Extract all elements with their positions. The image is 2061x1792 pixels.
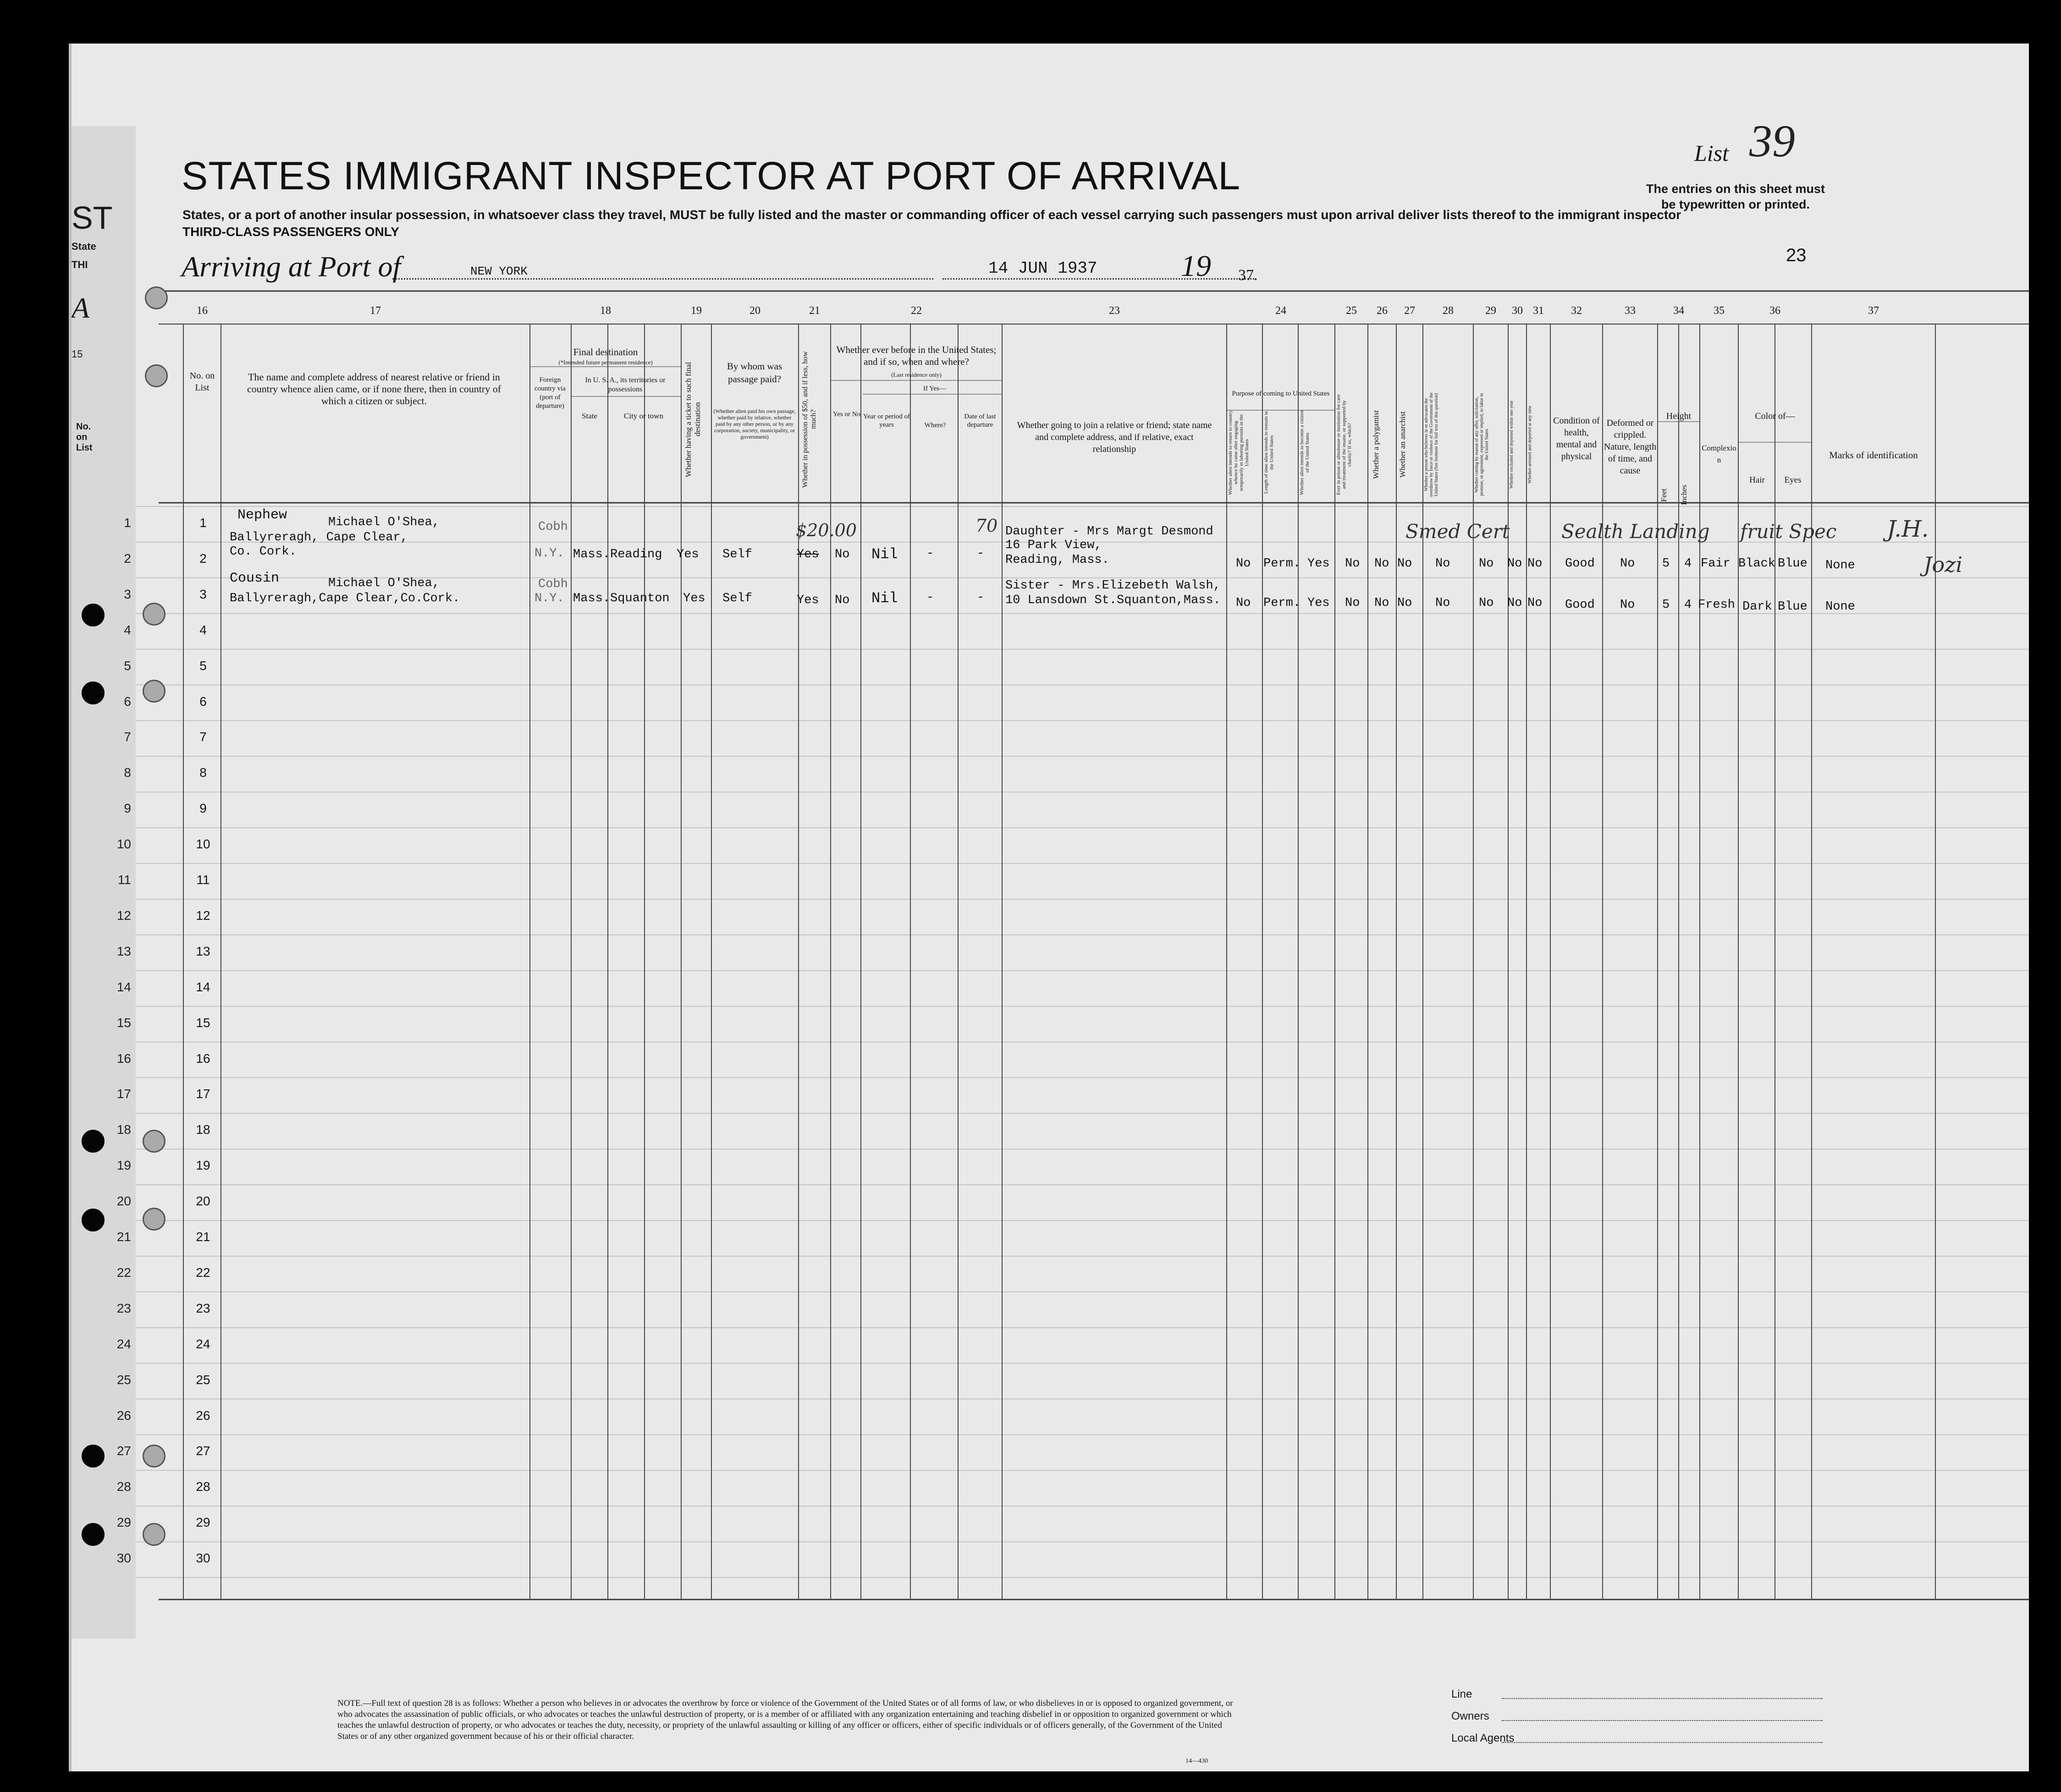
dest-state: Mass.	[573, 592, 611, 605]
before-in-us: No	[835, 548, 850, 561]
passenger-class-label: THIRD-CLASS PASSENGERS ONLY	[182, 225, 399, 239]
left-page-row-number: 2	[124, 551, 131, 566]
join-address: 16 Park View,	[1005, 539, 1102, 552]
row-number: 4	[199, 622, 207, 637]
col-num-35: 35	[1714, 305, 1725, 317]
row-number: 2	[199, 551, 207, 566]
left-page-row-number: 29	[116, 1515, 131, 1530]
col-num-37: 37	[1868, 305, 1879, 317]
relative-name: Michael O'Shea,	[328, 516, 440, 529]
paid-by: Self	[722, 548, 752, 561]
col-header-state: State	[582, 412, 597, 420]
col-header-passage-paid: By whom was passage paid?	[727, 361, 783, 385]
left-page-row-number: 21	[116, 1230, 131, 1244]
col-header-citizen: Whether alien intends to become a citizen of the United States	[1299, 410, 1310, 495]
list-number: 39	[1749, 115, 1795, 166]
left-page-row-number: 19	[116, 1158, 131, 1173]
manifest-sheet	[69, 44, 2029, 1771]
handwritten-initials: J.H.	[1887, 516, 1929, 542]
arrival-port: NEW YORK	[470, 264, 528, 278]
health: Good	[1565, 557, 1595, 571]
punch-hole	[143, 1523, 165, 1546]
dest-city: Squanton	[610, 592, 670, 605]
typewritten-note: The entries on this sheet must be typewritten or printed.	[1646, 182, 1825, 211]
prison: No	[1345, 557, 1360, 571]
left-page-sub-fragment: State	[72, 241, 96, 252]
line-label: Line	[1451, 1688, 1472, 1700]
col-num-29: 29	[1485, 305, 1496, 317]
left-page-row-number: 8	[124, 765, 131, 780]
col-header-marks: Marks of identification	[1829, 450, 1918, 461]
col-header-excluded: Whether excluded and deported within one year	[1509, 400, 1514, 489]
polygamist: No	[1374, 596, 1389, 610]
col-header-final-destination: Final destination	[573, 346, 638, 357]
punch-hole	[145, 364, 168, 387]
row-number: 24	[196, 1336, 210, 1351]
length-stay: Perm.	[1263, 557, 1301, 571]
row-number: 30	[196, 1551, 210, 1566]
row-number: 25	[196, 1372, 210, 1387]
col-header-period: Year or period of years	[863, 413, 910, 429]
owners-label: Owners	[1451, 1710, 1489, 1722]
col-num-17: 17	[370, 305, 381, 317]
excluded: No	[1507, 557, 1522, 571]
col-header-prison: Ever in prison or almshouse or institution for care and treatment of the insane, or supported by charity? If so, which?	[1336, 394, 1352, 495]
col-header-overthrow: Whether a person who believes in or advocates the overthrow by force or violence of the Government of the United States (See footnote for full text of this question)	[1424, 392, 1439, 497]
row-number: 20	[196, 1194, 210, 1209]
join-relative: Daughter - Mrs Margt Desmond	[1005, 525, 1213, 539]
col-num-36: 36	[1769, 305, 1780, 317]
period: Nil	[871, 546, 898, 563]
left-page-row-number: 28	[116, 1479, 131, 1494]
relative-address: Ballyreragh,Cape Clear,Co.Cork.	[230, 592, 460, 605]
left-page-row-number: 25	[116, 1372, 131, 1387]
anarchist: No	[1397, 596, 1412, 610]
deformed: No	[1620, 598, 1635, 612]
left-page-row-number: 1	[124, 516, 131, 530]
left-page-fragment	[72, 126, 136, 1638]
complexion: Fresh	[1698, 598, 1736, 612]
col-header-inches: Inches	[1680, 484, 1688, 506]
year-prefix: 19	[1181, 249, 1211, 283]
money: Yes	[797, 548, 819, 561]
left-page-row-number: 13	[116, 944, 131, 958]
row-number: 11	[196, 873, 210, 887]
handwritten-annotation: fruit Spec	[1740, 520, 1837, 543]
col-num-19: 19	[691, 305, 702, 317]
col-num-26: 26	[1377, 305, 1388, 317]
before-in-us: No	[835, 594, 850, 607]
arrested: No	[1527, 596, 1543, 610]
col-header-arrested: Whether arrested and deported at any time	[1527, 406, 1532, 484]
left-page-class-fragment: THI	[72, 259, 88, 270]
eyes: Blue	[1778, 600, 1808, 614]
left-page-row-number: 10	[116, 837, 131, 852]
left-page-row-number: 5	[124, 658, 131, 673]
relative-address: Ballyreragh, Cape Clear,	[230, 531, 408, 544]
col-num-21: 21	[809, 305, 820, 317]
col-header-date-departure: Date of last departure	[964, 413, 996, 429]
overthrow: No	[1435, 596, 1450, 610]
left-page-row-number: 16	[116, 1051, 131, 1066]
col-num-30: 30	[1512, 305, 1523, 317]
left-page-col-number: 15	[72, 348, 83, 360]
punch-hole	[143, 680, 165, 703]
where: -	[926, 547, 934, 561]
col-num-25: 25	[1346, 305, 1357, 317]
col-header-where: Where?	[924, 422, 946, 429]
row-number: 19	[196, 1158, 210, 1173]
local-agents-label: Local Agents	[1451, 1732, 1515, 1744]
row-number: 9	[199, 801, 207, 816]
col-header-no-on-list: No. on List	[189, 371, 215, 393]
punch-hole	[82, 604, 105, 627]
handwritten-annotation: Smed Cert	[1405, 520, 1510, 543]
health: Good	[1565, 598, 1595, 612]
row-number: 27	[196, 1444, 210, 1458]
row-number: 22	[196, 1265, 210, 1280]
left-page-row-number: 24	[116, 1336, 131, 1351]
contract: No	[1479, 557, 1494, 571]
row-number: 23	[196, 1301, 210, 1315]
col-header-health: Condition of health, mental and physical	[1553, 416, 1600, 462]
length-stay: Perm.	[1263, 596, 1301, 610]
row-number: 29	[196, 1515, 210, 1530]
punch-hole	[143, 603, 165, 626]
left-page-row-number: 3	[124, 587, 131, 601]
arriving-label: Arriving at Port of	[182, 250, 401, 283]
complexion: Fair	[1701, 557, 1730, 571]
left-page-row-number: 20	[116, 1194, 131, 1209]
col-header-eyes: Eyes	[1784, 475, 1802, 485]
col-header-passage-paid-sub: (Whether alien paid his own passage, whether paid by relative, whether paid by any other person, or by any corporation, society, municipality, or government)	[713, 408, 796, 440]
join-relative: Sister - Mrs.Elizebeth Walsh,	[1005, 579, 1221, 593]
left-page-row-number: 26	[116, 1408, 131, 1423]
row-number: 17	[196, 1087, 210, 1101]
marks: None	[1825, 600, 1855, 614]
row-number: 15	[196, 1015, 210, 1030]
row-number: 13	[196, 944, 210, 958]
col-header-feet: Feet	[1659, 488, 1668, 502]
line-field	[1502, 1698, 1823, 1699]
col-num-34: 34	[1673, 305, 1684, 317]
excluded: No	[1507, 596, 1522, 610]
col-header-purpose: Purpose of coming to United States	[1232, 390, 1330, 397]
money: Yes	[797, 594, 819, 607]
height-feet: 5	[1662, 557, 1670, 571]
left-page-row-number: 11	[117, 873, 131, 887]
col-num-27: 27	[1404, 305, 1415, 317]
year-suffix: 37.	[1238, 267, 1258, 284]
col-header-before-in-us: Whether ever before in the United States; and if so, when and where?	[836, 344, 997, 367]
left-page-row-number: 15	[116, 1015, 131, 1030]
foreign-port: Cobh	[538, 577, 568, 591]
left-page-row-number: 23	[116, 1301, 131, 1315]
col-header-hair: Hair	[1749, 475, 1765, 485]
left-page-row-number: 27	[116, 1444, 131, 1458]
col-header-polygamist: Whether a polygamist	[1372, 410, 1380, 479]
row-number: 8	[199, 765, 207, 780]
left-page-arriving-fragment: A	[72, 291, 90, 324]
left-page-row-number: 17	[116, 1087, 131, 1101]
footnote-question-28: NOTE.—Full text of question 28 is as follows: Whether a person who believes in or advocates the overthrow by force or violence of the Government of the United States or of all forms of law, or who disbelieves in or is opposed to organized government, or who advocates the assassination of public officials, or who advocates or teaches the unlawful destruction of property, or is a member of or affiliated with any organization entertaining and teaching disbelief in or opposition to organized government or which teaches the unlawful destruction of property, or who advocates or teaches the duty, necessity, or propriety of the unlawful assaulting or killing of any officer or officers, either of specific individuals or of officers generally, of the Government of the United States or of any other organized government because of his or their official character.	[337, 1699, 1233, 1741]
prison: No	[1345, 596, 1360, 610]
col-num-23: 23	[1109, 305, 1120, 317]
handwritten-annotation: Sealth Landing	[1561, 520, 1710, 543]
port-line	[392, 278, 933, 280]
col-num-28: 28	[1443, 305, 1454, 317]
ticket: Yes	[677, 548, 699, 561]
handwritten-initials: Jozi	[1923, 552, 1963, 577]
overthrow: No	[1435, 557, 1450, 571]
deformed: No	[1620, 557, 1635, 571]
left-page-row-number: 18	[116, 1122, 131, 1137]
contract: No	[1479, 596, 1494, 610]
row-number: 18	[196, 1122, 210, 1137]
height-inches: 4	[1684, 557, 1692, 571]
punch-hole	[143, 1445, 165, 1468]
relative-address-2: Co. Cork.	[230, 545, 297, 559]
col-header-complexion: Complexion	[1702, 444, 1736, 464]
col-num-18: 18	[600, 305, 611, 317]
punch-hole	[82, 682, 105, 704]
col-header-usa: In U. S. A., its territories or possessions	[585, 376, 666, 393]
row-number: 14	[196, 979, 210, 994]
col-header-deformed: Deformed or crippled. Nature, length of time, and cause	[1604, 418, 1657, 476]
instructions-text: States, or a port of another insular possession, in whatsoever class they travel, MUST be fully listed and the master or commanding officer of each vessel carrying such passengers must upon arrival deliver lists thereof to the immigrant inspector	[182, 208, 1681, 222]
where: -	[926, 591, 934, 605]
citizen: Yes	[1307, 557, 1330, 571]
col-header-ticket: Whether having a ticket to such final destination	[684, 362, 702, 477]
col-header-final-destination-sub: (*Intended future permanent residence)	[558, 359, 653, 366]
punch-hole	[82, 1445, 105, 1468]
col-num-16: 16	[197, 305, 208, 317]
col-num-20: 20	[749, 305, 760, 317]
col-num-24: 24	[1275, 305, 1286, 317]
eyes: Blue	[1778, 557, 1808, 571]
relation: Cousin	[230, 571, 280, 586]
col-header-join-relative: Whether going to join a relative or friend; state name and complete address, and if relative, exact relationship	[1017, 420, 1212, 454]
left-page-row-number: 7	[124, 730, 131, 744]
purpose-return: No	[1236, 557, 1251, 571]
list-label: List	[1694, 140, 1729, 166]
punch-hole	[82, 1523, 105, 1546]
row-number: 3	[199, 587, 207, 601]
arrested: No	[1527, 557, 1543, 571]
form-grid	[72, 44, 2029, 1771]
page-title: STATES IMMIGRANT INSPECTOR AT PORT OF ARRIVAL	[182, 154, 1241, 198]
date-departure: -	[977, 547, 985, 561]
row-number: 21	[196, 1230, 210, 1244]
relative-name: Michael O'Shea,	[328, 577, 440, 590]
purpose-return: No	[1236, 596, 1251, 610]
row-number: 5	[199, 658, 207, 673]
punch-hole	[143, 1208, 165, 1231]
foreign-port: Cobh	[538, 520, 568, 534]
row-number: 10	[196, 837, 210, 852]
row-number: 1	[199, 516, 207, 530]
col-header-money: Whether in possession of $50, and if less, how much?	[801, 351, 817, 488]
anarchist: No	[1397, 557, 1412, 571]
col-header-relative-address: The name and complete address of nearest relative or friend in country whence alien came, or if none there, then in country of which a citizen or subject.	[247, 371, 501, 407]
punch-hole	[143, 1130, 165, 1153]
col-header-city: City or town	[624, 412, 663, 420]
polygamist: No	[1374, 557, 1389, 571]
handwritten-70: 70	[975, 516, 998, 536]
row-number: 7	[199, 730, 207, 744]
col-header-yes-no: Yes or No	[832, 411, 861, 418]
left-page-row-number: 30	[116, 1551, 131, 1566]
left-page-no-label: No. on List	[76, 422, 93, 453]
money-handwritten: $20.00	[796, 520, 857, 540]
dest-state: Mass.	[573, 548, 611, 561]
left-page-row-number: 12	[116, 908, 131, 923]
col-header-purpose-return: Whether alien intends to return to country whence he came after engaging temporarily in laboring pursuits in the United States	[1228, 410, 1250, 495]
col-header-foreign-country: Foreign country via (port of departure)	[535, 376, 566, 410]
left-page-row-number: 22	[116, 1265, 131, 1280]
ticket: Yes	[683, 592, 705, 605]
punch-hole	[82, 1130, 105, 1153]
punch-hole	[82, 1209, 105, 1231]
row-number: 12	[196, 908, 210, 923]
paid-by: Self	[722, 592, 752, 605]
period: Nil	[871, 590, 898, 607]
local-agents-field	[1502, 1742, 1823, 1743]
left-page-row-number: 9	[124, 801, 131, 816]
col-header-color: Color of—	[1755, 411, 1795, 421]
join-address-2: Reading, Mass.	[1005, 553, 1109, 567]
form-number: 14—430	[1185, 1758, 1208, 1765]
col-header-if-yes: If Yes—	[923, 385, 946, 392]
owners-field	[1502, 1720, 1823, 1721]
hair: Black	[1738, 557, 1776, 571]
col-header-anarchist: Whether an anarchist	[1398, 411, 1407, 478]
foreign-country: N.Y.	[535, 592, 564, 605]
punch-hole	[145, 286, 168, 309]
join-address: 10 Lansdown St.Squanton,Mass.	[1005, 594, 1221, 607]
arrival-date-stamp: 14 JUN 1937	[988, 259, 1097, 278]
foreign-country: N.Y.	[535, 547, 564, 561]
col-header-before-in-us-sub: (Last residence only)	[891, 371, 942, 378]
col-header-height: Height	[1666, 411, 1692, 421]
sheet-stamp-number: 23	[1786, 245, 1807, 265]
hair: Dark	[1742, 600, 1772, 614]
row-number: 26	[196, 1408, 210, 1423]
col-header-contract: Whether coming by reason of any offer, solicitation, promise, or agreement, expressed or implied, to labor in the United States	[1474, 393, 1489, 496]
row-number: 28	[196, 1479, 210, 1494]
col-num-33: 33	[1625, 305, 1636, 317]
height-feet: 5	[1662, 598, 1670, 612]
left-page-row-number: 14	[116, 979, 131, 994]
citizen: Yes	[1307, 596, 1330, 610]
col-num-31: 31	[1533, 305, 1544, 317]
row-number: 6	[199, 694, 207, 709]
dest-city: Reading	[610, 548, 662, 561]
left-page-title-fragment: ST	[72, 200, 113, 236]
left-page-row-number: 4	[124, 622, 131, 637]
col-num-32: 32	[1571, 305, 1582, 317]
marks: None	[1825, 559, 1855, 572]
height-inches: 4	[1684, 598, 1692, 612]
date-departure: -	[977, 591, 985, 605]
relation: Nephew	[237, 507, 287, 523]
left-page-row-number: 6	[124, 694, 131, 709]
col-header-length-stay: Length of time alien intends to remain in the United States	[1263, 411, 1274, 494]
col-num-22: 22	[911, 305, 922, 317]
row-number: 16	[196, 1051, 210, 1066]
